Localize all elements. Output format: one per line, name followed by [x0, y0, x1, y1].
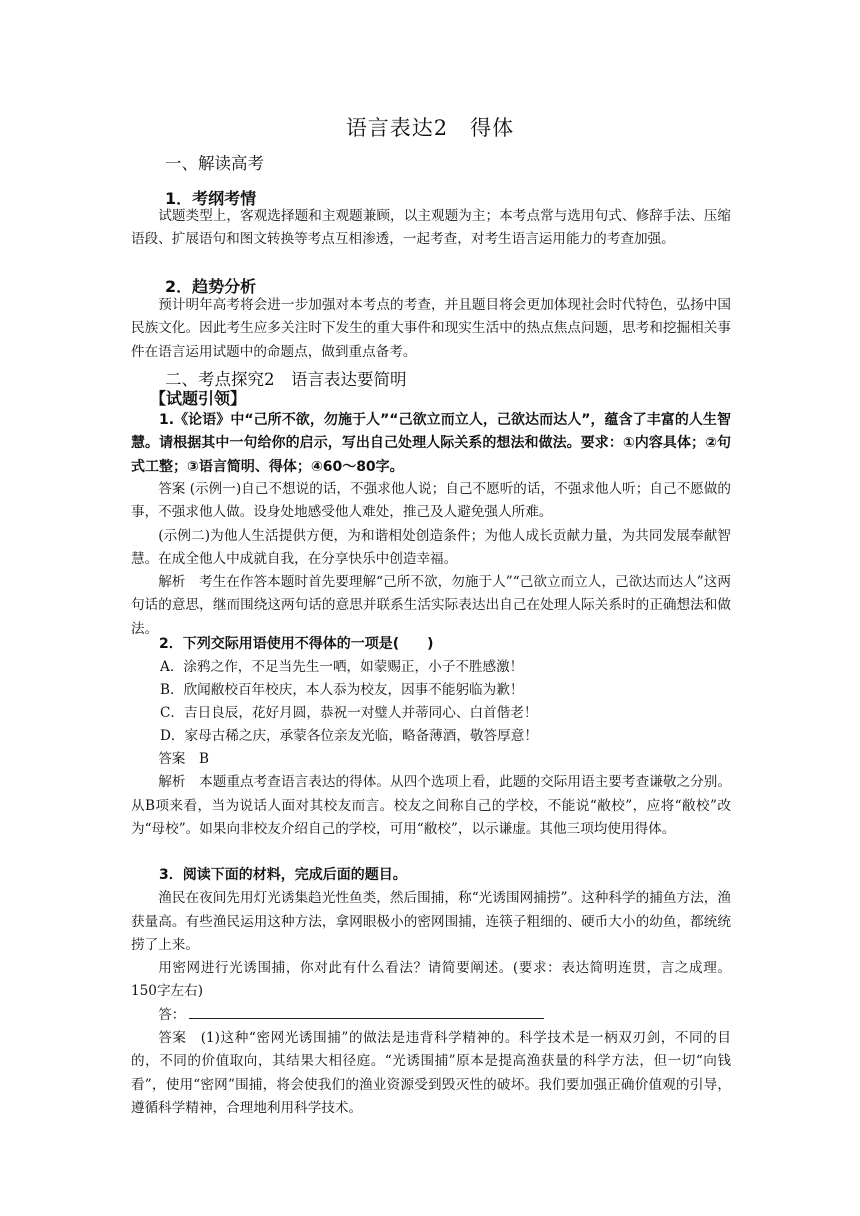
answer-blank-line[interactable] [189, 1006, 544, 1019]
question-3: 3．阅读下面的材料，完成后面的题目。 渔民在夜间先用灯光诱集趋光性鱼类，然后围捕，称“光诱围网捕捞”。这种科学的捕鱼方法，渔获量高。有些渔民运用这种方法，拿网眼极小的密网围捕，连筷子粗细的、硬币大小的幼鱼，都统统捞了上来。 用密网进行光诱围捕，你对此有什么看法？请简要阐述。(要求：表达简明连贯，言之成理。150字左右) 答： 答案 (1)这种“密网光诱围捕”的做法是违背科学精神的。科学技术是一柄双刃剑，不同的目的，不同的价值取向，其结果大相径庭。“光诱围捕”原本是提高渔获量的科学方法，但一切“向钱看”，使用“密网”围捕，将会使我们的渔业资源受到毁灭性的破坏。我们要加强正确价值观的引导，遵循科学精神，合理地利用科学技术。 [131, 864, 731, 1120]
question-1: 1.《论语》中“己所不欲，勿施于人”“己欲立而立人，己欲达而达人”，蕴含了丰富的人生智慧。请根据其中一句给你的启示，写出自己处理人际关系的想法和做法。要求：①内容具体；②句式工整；③语言简明、得体；④60～80字。 [131, 412, 731, 475]
question-guide-label: 【试题引领】 [150, 389, 247, 408]
option-a: A．涂鸦之作，不足当先生一哂，如蒙赐正，小子不胜感激！ [160, 659, 524, 675]
option-d: D．家母古稀之庆，承蒙各位亲友光临，略备薄酒，敬答厚意！ [160, 728, 538, 744]
question-2: 2．下列交际用语使用不得体的一项是( ) [159, 636, 434, 652]
paragraph-exam-outline: 试题类型上，客观选择题和主观题兼顾，以主观题为主；本考点常与选用句式、修辞手法、压缩语段、扩展语句和图文转换等考点互相渗透，一起考查，对考生语言运用能力的考查加强。 [131, 208, 731, 248]
answer-line-row [131, 1004, 731, 1027]
question-1-answer: 答案 (示例一)自己不想说的话，不强求他人说；自己不愿听的话，不强求他人听；自己不愿做的事，不强求他人做。设身处地感受他人难处，推己及人避免强人所难。 (示例二)为他人生活提供方便，为和谐相处创造条件；为他人成长贡献力量，为共同发展奉献智慧。在成全他人中成就自我，在分享快乐中创造幸福。 解析 考生在作答本题时首先要理解“己所不欲，勿施于人”“己欲立而立人，己欲达而达人”这两句话的意思，继而围绕这两句话的意思并联系生活实际表达出自己在处理人际关系时的正确想法和做法。 [131, 481, 731, 637]
subheading-trend-analysis: 2．趋势分析 [165, 277, 257, 296]
page-title: 语言表达2 得体 [345, 116, 515, 140]
question-3-answer: 答案 (1)这种“密网光诱围捕”的做法是违背科学精神的。科学技术是一柄双刃剑，不同的目的，不同的价值取向，其结果大相径庭。“光诱围捕”原本是提高渔获量的科学方法，但一切“向钱看”，使用“密网”围捕，将会使我们的渔业资源受到毁灭性的破坏。我们要加强正确价值观的引导，遵循科学精神，合理地利用科学技术。 [131, 1030, 731, 1116]
option-c: C．吉日良辰，花好月圆，恭祝一对璧人并蒂同心、白首偕老！ [160, 705, 538, 721]
question-3-material: 渔民在夜间先用灯光诱集趋光性鱼类，然后围捕，称“光诱围网捕捞”。这种科学的捕鱼方法，渔获量高。有些渔民运用这种方法，拿网眼极小的密网围捕，连筷子粗细的、硬币大小的幼鱼，都统统捞了上来。 [131, 890, 731, 953]
question-3-prompt: 用密网进行光诱围捕，你对此有什么看法？请简要阐述。(要求：表达简明连贯，言之成理。150字左右) [131, 960, 731, 1000]
section-heading-2: 二、考点探究2 语言表达要简明 [165, 370, 407, 389]
section-heading-1: 一、解读高考 [165, 154, 264, 173]
question-2-answer: 答案 B 解析 本题重点考查语言表达的得体。从四个选项上看，此题的交际用语主要考查谦敬之分别。从B项来看，当为说话人面对其校友而言。校友之间称自己的学校，不能说“敝校”，应将“敝校”改为“母校”。如果向非校友介绍自己的学校，可用“敝校”，以示谦虚。其他三项均使用得体。 [131, 751, 731, 837]
subheading-exam-outline: 1．考纲考情 [165, 189, 257, 208]
option-b: B．欣闻敝校百年校庆，本人忝为校友，因事不能躬临为歉！ [160, 682, 524, 698]
answer-label: 答： [158, 1006, 186, 1023]
paragraph-trend-analysis: 预计明年高考将会进一步加强对本考点的考查，并且题目将会更加体现社会时代特色，弘扬中国民族文化。因此考生应多关注时下发生的重大事件和现实生活中的热点焦点问题，思考和挖掘相关事件在语言运用试题中的命题点，做到重点备考。 [131, 297, 731, 360]
